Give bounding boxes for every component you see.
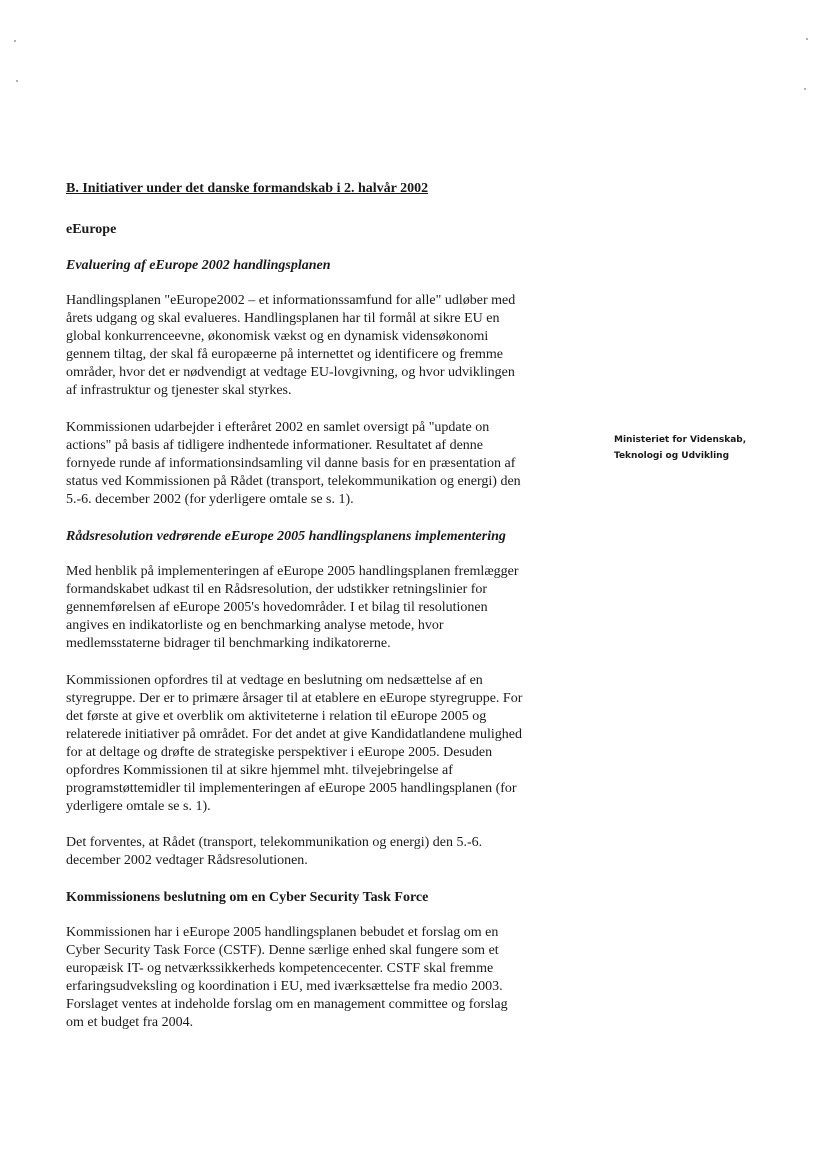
text-line: relaterede initiativer på området. For det andet at give Kandidatlandene mulighed [66,727,522,742]
text-line: Det forventes, at Rådet (transport, telekommunikation og energi) den 5.-6. [66,835,483,850]
text-line: gennemførelsen af eEurope 2005's hovedområder. I et bilag til resolutionen [66,600,488,615]
text-line: programstøttemidler til implementeringen af eEurope 2005 handlingsplanen (for [66,781,517,796]
text-line: for at deltage og drøfte de strategiske perspektiver i eEurope 2005. Desuden [66,745,493,760]
text-line: opfordres Kommissionen til at sikre hjemmel mht. tilvejebringelse af [66,763,453,778]
scan-speck [806,38,808,40]
text-line: europæisk IT- og netværkssikkerheds kompetencecenter. CSTF skal fremme [66,961,494,976]
text-line: Forslaget ventes at indeholde forslag om en management committee og forslag [66,997,508,1012]
text-line: Handlingsplanen "eEurope2002 – et informationssamfund for alle" udløber med [66,293,516,308]
text-line: yderligere omtale se s. 1). [66,799,211,814]
text-line: årets udgang og skal evalueres. Handlingsplanen har til formål at sikre EU en [66,311,500,326]
main-column [66,178,586,1032]
side-note-line-1: Ministeriet for Videnskab, [614,435,747,445]
text-line: områder, hvor det er nødvendigt at vedtage EU-lovgivning, og hvor udviklingen [66,365,515,380]
ministry-side-note [614,432,804,464]
section-heading: B. Initiativer under det danske formandskab i 2. halvår 2002 [66,181,429,196]
text-line: medlemsstaterne bidrager til benchmarking indikatorerne. [66,636,391,651]
scan-speck [16,80,18,82]
paragraph-evaluering-2 [66,419,586,509]
text-line: gennem tiltag, der skal få europæerne på internettet og identificere og fremme [66,347,503,362]
text-line: styregruppe. Der er to primære årsager til at etablere en eEurope styregruppe. For [66,691,523,706]
text-line: Kommissionen udarbejder i efteråret 2002 en samlet oversigt på "update on [66,420,490,435]
subsection-heading-evaluering: Evaluering af eEurope 2002 handlingsplanen [66,258,331,273]
paragraph-evaluering-1 [66,292,586,400]
text-line: fornyede runde af informationsindsamling vil danne basis for en præsentation af [66,456,516,471]
subsection-heading-cstf: Kommissionens beslutning om en Cyber Security Task Force [66,890,429,905]
text-line: det første at give et overblik om aktiviteterne i relation til eEurope 2005 og [66,709,487,724]
text-line: erfaringsudveksling og koordination i EU, med iværksættelse fra medio 2003. [66,979,503,994]
text-line: angives en indikatorliste og en benchmarking analyse metode, hvor [66,618,444,633]
text-line: af infrastruktur og tjenester skal styrkes. [66,383,292,398]
scan-speck [804,88,806,90]
text-line: Cyber Security Task Force (CSTF). Denne særlige enhed skal fungere som et [66,943,499,958]
text-line: Kommissionen opfordres til at vedtage en beslutning om nedsættelse af en [66,673,483,688]
paragraph-raadsresolution-2 [66,672,586,816]
text-line: actions" på basis af tidligere indhentede informationer. Resultatet af denne [66,438,484,453]
text-line: december 2002 vedtager Rådsresolutionen. [66,853,308,868]
subsection-heading-raadsresolution: Rådsresolution vedrørende eEurope 2005 handlingsplanens implementering [66,529,506,544]
text-line: formandskabet udkast til en Rådsresolution, der udstikker retningslinier for [66,582,488,597]
paragraph-cstf-1 [66,924,586,1032]
text-line: 5.-6. december 2002 (for yderligere omtale se s. 1). [66,492,354,507]
paragraph-raadsresolution-1 [66,563,586,653]
text-line: Kommissionen har i eEurope 2005 handlingsplanen bebudet et forslag om en [66,925,499,940]
text-line: global konkurrenceevne, økonomisk vækst og en dynamisk vidensøkonomi [66,329,489,344]
paragraph-raadsresolution-3 [66,834,586,870]
text-line: status ved Kommissionen på Rådet (transport, telekommunikation og energi) den [66,474,521,489]
side-note-line-2: Teknologi og Udvikling [614,451,730,461]
scan-speck [14,40,16,42]
topic-heading: eEurope [66,222,117,237]
text-line: Med henblik på implementeringen af eEurope 2005 handlingsplanen fremlægger [66,564,519,579]
text-line: om et budget fra 2004. [66,1015,194,1030]
